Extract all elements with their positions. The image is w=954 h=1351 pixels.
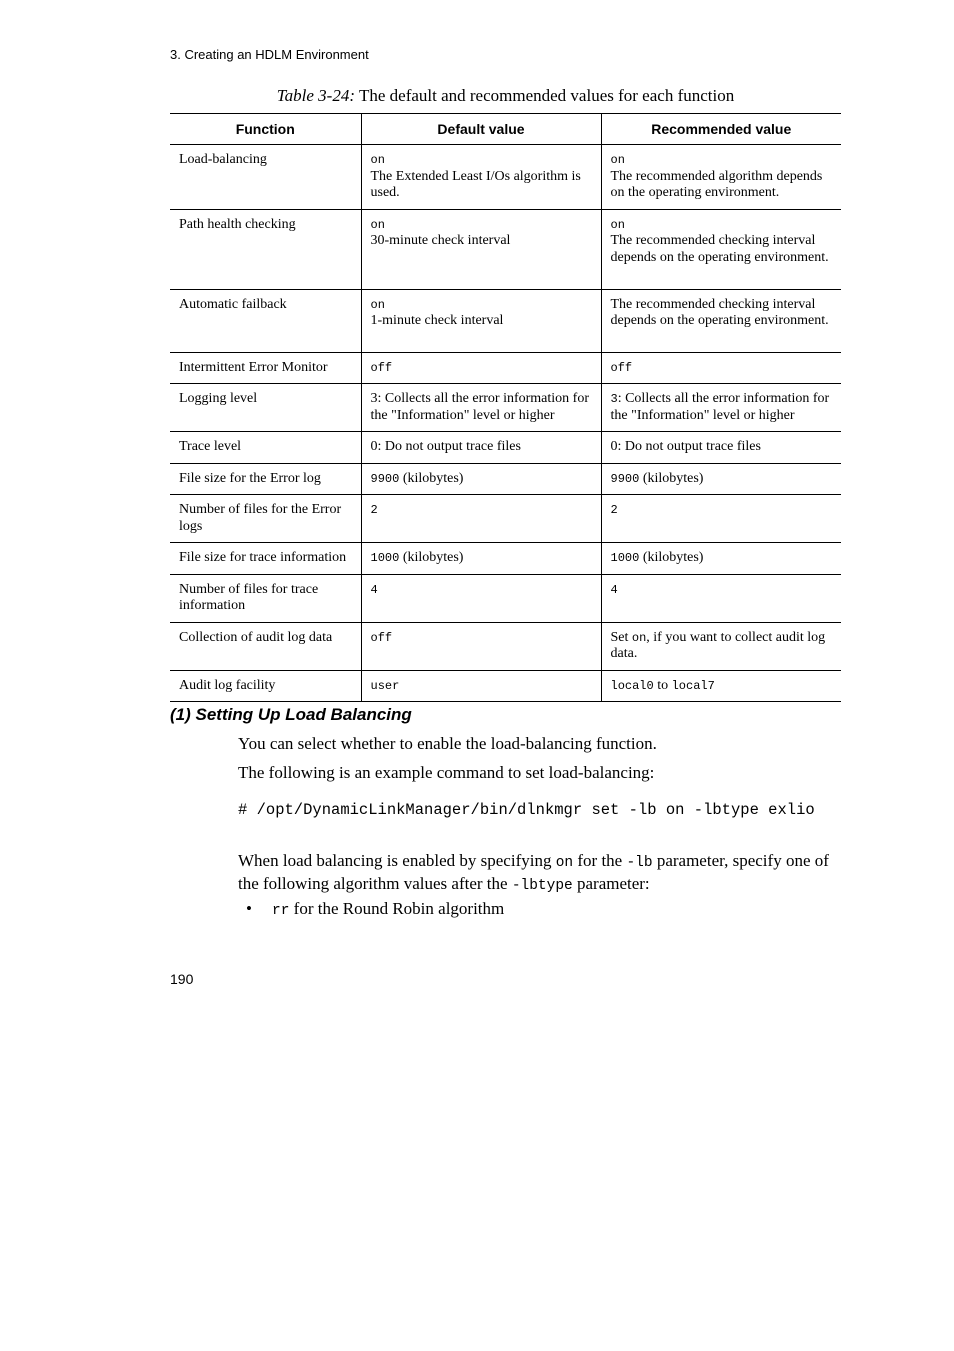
recommended-code: 3	[610, 392, 618, 406]
recommended-pre: Set	[610, 629, 632, 645]
default-value-cell	[361, 289, 601, 352]
recommended-text: to	[653, 677, 672, 693]
recommended-text: : Collects all the error information for the "Information" level or higher	[610, 391, 830, 423]
function-cell: File size for the Error log	[170, 463, 361, 495]
section-heading: (1) Setting Up Load Balancing	[170, 705, 412, 724]
recommended-code: local0	[610, 678, 654, 693]
default-code: 1000	[370, 551, 400, 565]
recommended-text: (kilobytes)	[639, 550, 704, 565]
table-row	[170, 670, 841, 702]
recommended-value-cell	[601, 622, 841, 670]
table-header-row	[170, 114, 841, 145]
default-code: on	[370, 217, 385, 232]
recommended-code: 4	[610, 582, 618, 597]
default-code: user	[370, 678, 400, 693]
recommended-code: 9900	[610, 471, 640, 486]
default-text: The Extended Least I/Os algorithm is used.	[370, 168, 581, 200]
recommended-text: 0: Do not output trace files	[610, 439, 761, 454]
default-value-cell	[361, 622, 601, 670]
recommended-value-cell	[601, 543, 841, 575]
default-code: off	[370, 360, 393, 375]
recommended-value-cell	[601, 495, 841, 543]
table-row	[170, 432, 841, 464]
table-row	[170, 622, 841, 670]
default-value-cell	[361, 384, 601, 432]
function-defaults-table	[170, 113, 841, 702]
function-cell: Path health checking	[170, 209, 361, 289]
recommended-value-cell	[601, 432, 841, 464]
recommended-value-cell	[601, 352, 841, 384]
default-code: off	[370, 630, 393, 645]
command-example: # /opt/DynamicLinkManager/bin/dlnkmgr set -lb on -lbtype exlio	[238, 801, 815, 819]
table-row	[170, 352, 841, 384]
default-value-cell	[361, 574, 601, 622]
bullet-text: for the Round Robin algorithm	[289, 899, 505, 918]
recommended-text: The recommended checking interval depends on the operating environment.	[610, 233, 829, 265]
function-cell: Automatic failback	[170, 289, 361, 352]
paragraph-algorithm	[238, 851, 838, 896]
page-number: 190	[170, 971, 194, 987]
recommended-text: The recommended algorithm depends on the operating environment.	[610, 168, 823, 200]
function-cell: File size for trace information	[170, 543, 361, 575]
default-text: (kilobytes)	[399, 550, 464, 565]
paragraph-intro: You can select whether to enable the load-balancing function.	[238, 734, 657, 753]
inline-code: rr	[272, 903, 290, 919]
text-run: for the	[573, 851, 627, 870]
inline-code: on	[555, 855, 574, 871]
default-code: 2	[370, 503, 378, 517]
function-cell: Number of files for trace information	[170, 574, 361, 622]
default-value-cell	[361, 495, 601, 543]
table-row	[170, 289, 841, 352]
running-header: 3. Creating an HDLM Environment	[170, 47, 369, 62]
recommended-code: on	[610, 153, 625, 167]
default-text: 30-minute check interval	[370, 233, 511, 248]
bullet-marker: •	[246, 899, 252, 918]
table-caption	[170, 86, 841, 106]
inline-code: -lb	[626, 855, 653, 871]
recommended-text: The recommended checking interval depends on the operating environment.	[610, 296, 829, 328]
function-cell: Intermittent Error Monitor	[170, 352, 361, 384]
table-row	[170, 145, 841, 210]
table-row	[170, 543, 841, 575]
table-row	[170, 209, 841, 289]
default-code: on	[370, 297, 385, 312]
default-value-cell	[361, 463, 601, 495]
inline-code: -lbtype	[511, 877, 573, 894]
default-code: on	[370, 153, 385, 167]
recommended-value-cell	[601, 670, 841, 702]
recommended-code: 2	[610, 503, 618, 517]
table-caption-number: Table 3-24:	[276, 86, 356, 105]
function-cell: Load-balancing	[170, 145, 361, 210]
recommended-text: , if you want to collect audit log data.	[610, 629, 826, 661]
function-cell: Collection of audit log data	[170, 622, 361, 670]
recommended-code-2: local7	[671, 678, 715, 693]
recommended-value-cell	[601, 145, 841, 210]
default-text: 0: Do not output trace files	[370, 439, 521, 454]
column-header-function: Function	[170, 114, 361, 145]
default-value-cell	[361, 145, 601, 210]
table-row	[170, 574, 841, 622]
default-code: 9900	[370, 471, 400, 486]
default-text: (kilobytes)	[399, 470, 464, 486]
table-row	[170, 495, 841, 543]
recommended-code: off	[610, 360, 633, 375]
recommended-code: 1000	[610, 551, 640, 565]
default-value-cell	[361, 432, 601, 464]
recommended-text: (kilobytes)	[639, 470, 704, 486]
text-run: parameter, specify one of the following algorithm values after the	[238, 851, 829, 893]
paragraph-example-lead: The following is an example command to set load-balancing:	[238, 763, 655, 782]
table-row	[170, 384, 841, 432]
default-text: 1-minute check interval	[370, 313, 504, 328]
default-code: 4	[370, 582, 378, 597]
recommended-value-cell	[601, 209, 841, 289]
default-text: 3: Collects all the error information for the "Information" level or higher	[370, 391, 589, 423]
recommended-value-cell	[601, 463, 841, 495]
recommended-code: on	[610, 217, 625, 232]
table-row	[170, 463, 841, 495]
text-run: When load balancing is enabled by specifying	[238, 851, 556, 870]
default-value-cell	[361, 670, 601, 702]
recommended-value-cell	[601, 384, 841, 432]
recommended-value-cell	[601, 289, 841, 352]
function-cell: Logging level	[170, 384, 361, 432]
function-cell: Trace level	[170, 432, 361, 464]
bullet-item	[272, 899, 504, 919]
column-header-recommended: Recommended value	[601, 114, 841, 145]
recommended-value-cell	[601, 574, 841, 622]
text-run: parameter:	[572, 873, 650, 893]
default-value-cell	[361, 209, 601, 289]
default-value-cell	[361, 543, 601, 575]
default-value-cell	[361, 352, 601, 384]
function-cell: Audit log facility	[170, 670, 361, 702]
column-header-default: Default value	[361, 114, 601, 145]
recommended-code: on	[631, 630, 647, 645]
function-cell: Number of files for the Error logs	[170, 495, 361, 543]
table-caption-title: The default and recommended values for each function	[358, 86, 735, 105]
